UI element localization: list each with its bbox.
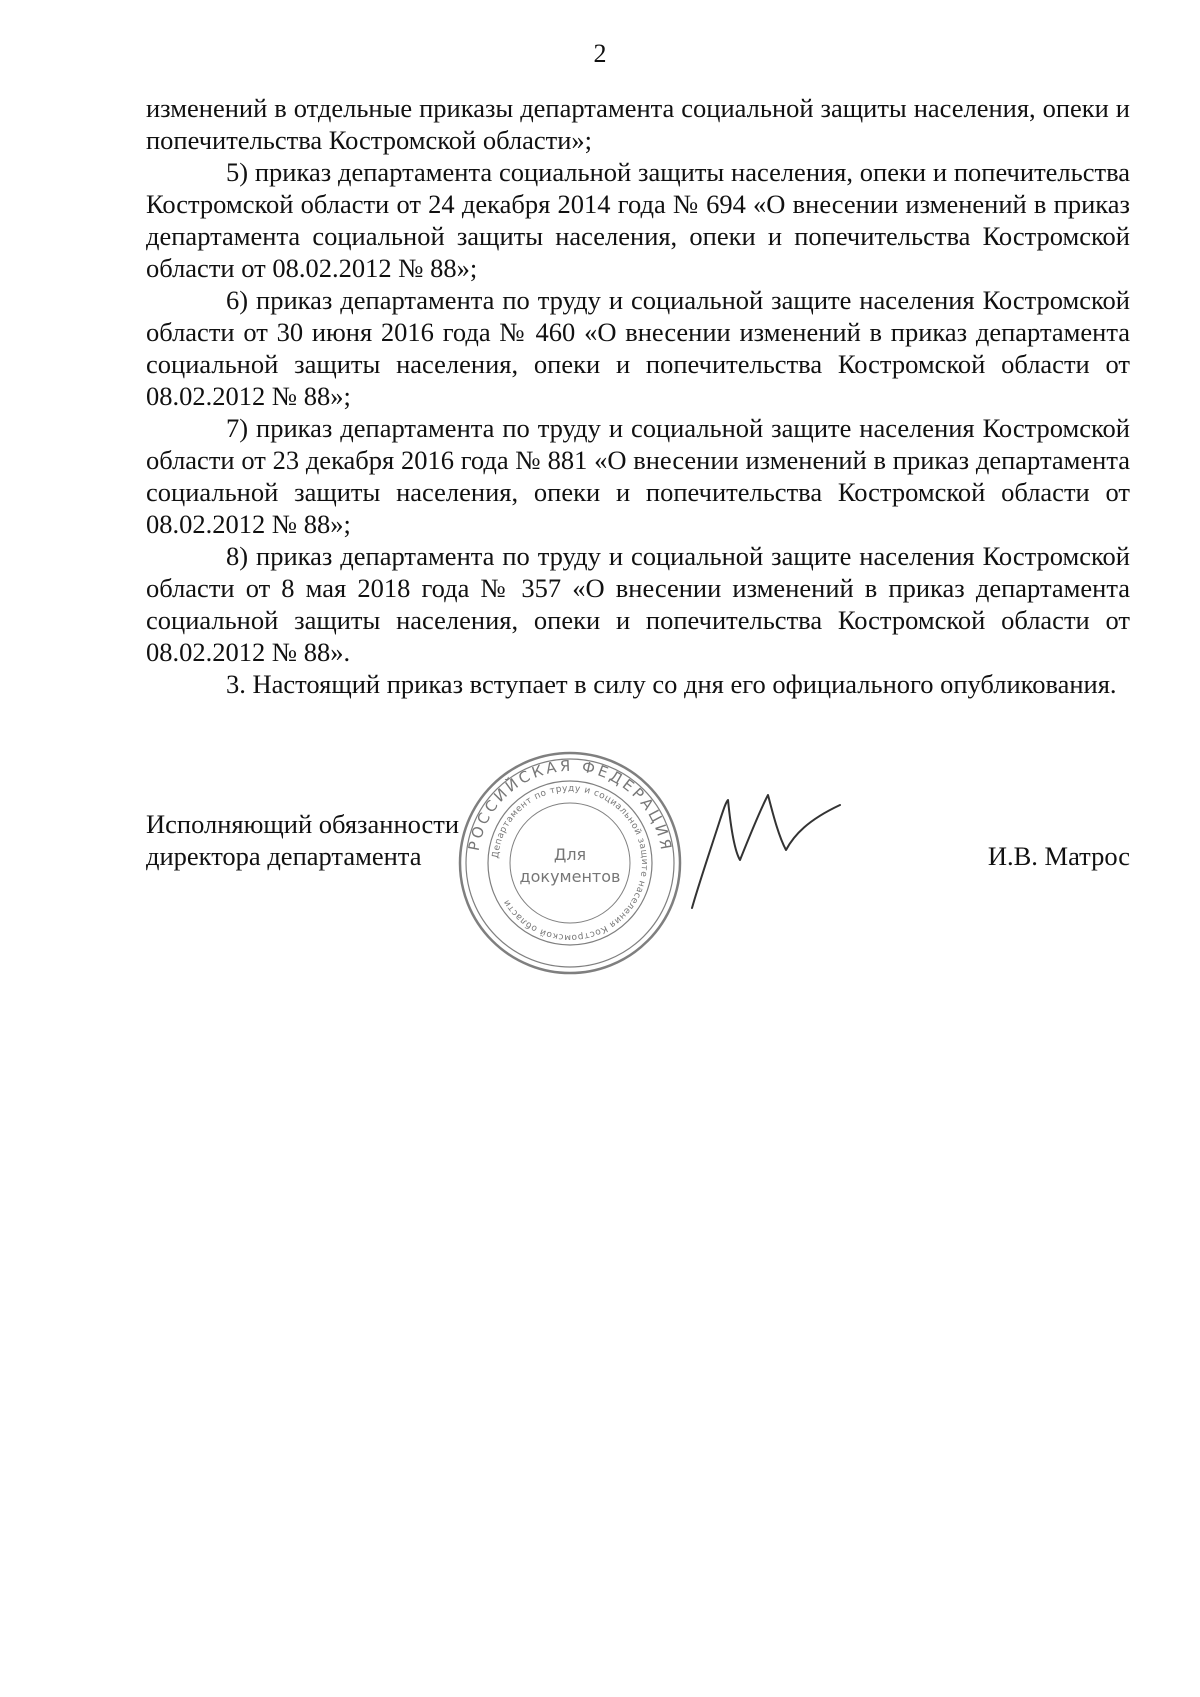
seal-inner-text: Департамент по труду и социальной защите населения Костромской области [491,783,650,943]
signatory-title [146,808,459,872]
order-body-text [146,92,1130,700]
order-paragraph: 5) приказ департамента социальной защиты населения, опеки и попечительства Костромской области от 24 декабря 2014 года № 694 «О внесении изменений в приказ департамента социальной защиты населения, опеки и попечительства Костромской области от 08.02.2012 № 88»; [146,157,1130,283]
official-seal-stamp [455,748,685,978]
seal-outer-text: РОССИЙСКАЯ ФЕДЕРАЦИЯ [464,756,676,854]
order-paragraph: 6) приказ департамента по труду и социальной защите населения Костромской области от 30 июня 2016 года № 460 «О внесении изменений в приказ департамента социальной защиты населения, опеки и попечительства Костромской области от 08.02.2012 № 88»; [146,285,1130,411]
order-paragraph: 3. Настоящий приказ вступает в силу со дня его официального опубликования. [226,669,1117,699]
signatory-title-line-2: директора департамента [146,841,422,871]
order-paragraph: 8) приказ департамента по труду и социальной защите населения Костромской области от 8 мая 2018 года № 357 «О внесении изменений в приказ департамента социальной защиты населения, опеки и попечительства Костромской области от 08.02.2012 № 88». [146,541,1130,667]
handwritten-signature [690,790,850,920]
page-number: 2 [593,39,607,68]
order-paragraph: 7) приказ департамента по труду и социальной защите населения Костромской области от 23 декабря 2016 года № 881 «О внесении изменений в приказ департамента социальной защиты населения, опеки и попечительства Костромской области от 08.02.2012 № 88»; [146,413,1130,539]
signatory-title-line-1: Исполняющий обязанности [146,809,460,839]
seal-center-line-1: Для [553,845,587,864]
signatory-name: И.В. Матрос [987,841,1130,871]
seal-center-line-2: документов [519,867,621,886]
order-paragraph: изменений в отдельные приказы департамента социальной защиты населения, опеки и попечительства Костромской области»; [146,93,1130,155]
